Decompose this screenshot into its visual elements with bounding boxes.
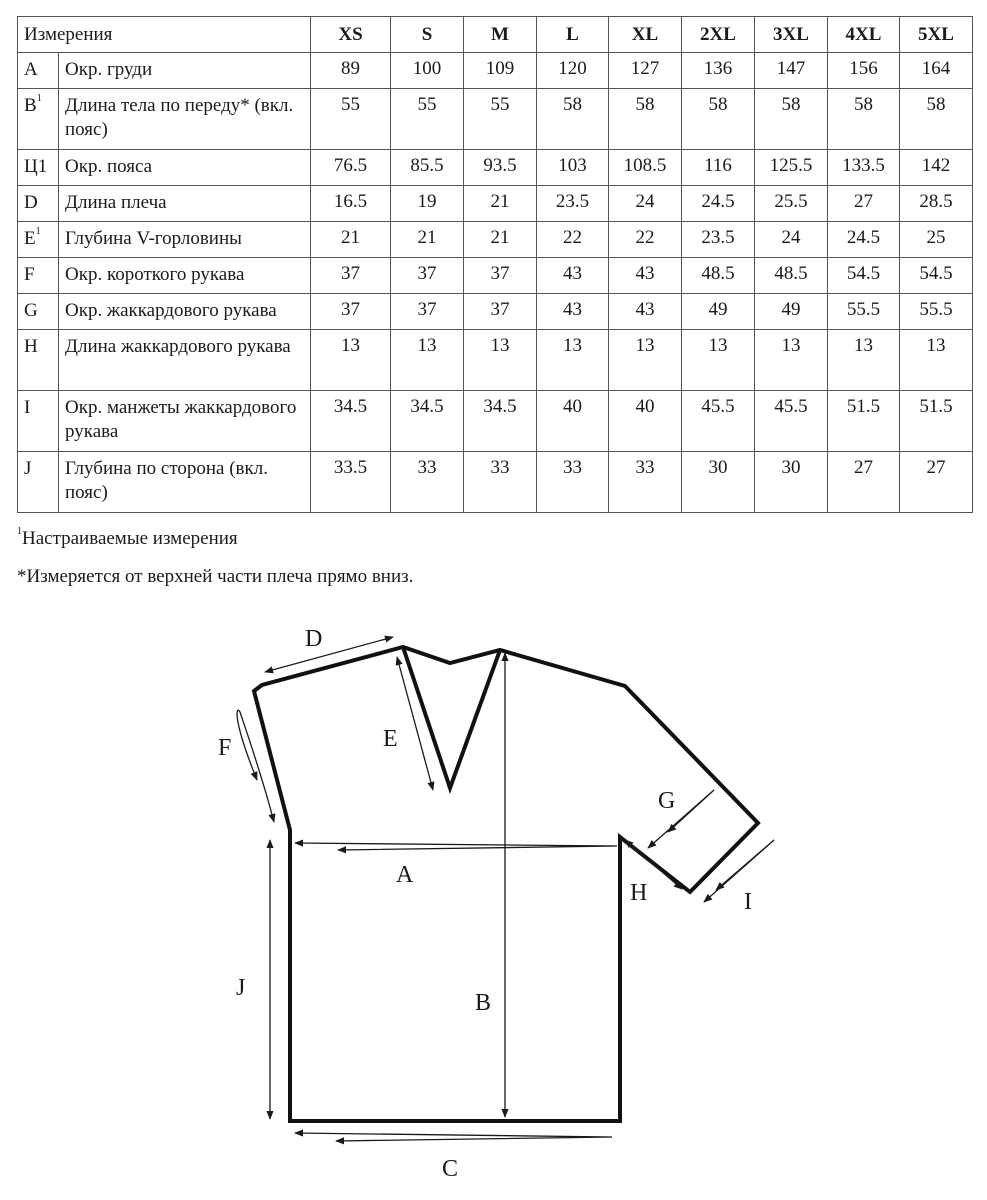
- label-j: J: [236, 975, 246, 1001]
- measurement-code-text: D: [24, 192, 38, 213]
- measurement-code: [18, 53, 59, 89]
- size-value: 58: [609, 89, 682, 150]
- measurement-row: [18, 452, 973, 513]
- size-header: XS: [311, 17, 391, 53]
- size-value: 55: [464, 89, 537, 150]
- size-value: 156: [828, 53, 900, 89]
- header-row: [18, 17, 973, 53]
- size-value: 49: [682, 294, 755, 330]
- label-e: E: [383, 726, 398, 752]
- garment-outline: [254, 647, 758, 1121]
- measurement-code: [18, 150, 59, 186]
- measurement-code-text: H: [24, 336, 38, 357]
- size-value: 21: [391, 222, 464, 258]
- size-value: 13: [311, 330, 391, 391]
- size-value: 48.5: [755, 258, 828, 294]
- size-value: 43: [537, 258, 609, 294]
- size-value: 13: [755, 330, 828, 391]
- measurement-code-text: G: [24, 300, 38, 321]
- size-value: 40: [537, 391, 609, 452]
- size-header: M: [464, 17, 537, 53]
- measurement-code-text: J: [24, 458, 32, 479]
- size-header: 2XL: [682, 17, 755, 53]
- header-label: Измерения: [18, 17, 311, 53]
- size-value: 37: [464, 258, 537, 294]
- a-arrow: [295, 843, 617, 850]
- measurement-code: [18, 222, 59, 258]
- measurement-code: [18, 258, 59, 294]
- size-value: 37: [464, 294, 537, 330]
- size-value: 45.5: [682, 391, 755, 452]
- size-value: 13: [682, 330, 755, 391]
- size-value: 37: [311, 258, 391, 294]
- size-value: 16.5: [311, 186, 391, 222]
- size-value: 58: [755, 89, 828, 150]
- size-value: 30: [682, 452, 755, 513]
- measurement-row: [18, 294, 973, 330]
- size-value: 27: [900, 452, 973, 513]
- size-value: 43: [609, 258, 682, 294]
- size-header: 5XL: [900, 17, 973, 53]
- measurement-code-text: A: [24, 59, 38, 80]
- size-header: 3XL: [755, 17, 828, 53]
- size-value: 43: [609, 294, 682, 330]
- size-value: 45.5: [755, 391, 828, 452]
- size-value: 30: [755, 452, 828, 513]
- c-arrow: [295, 1133, 612, 1141]
- size-header: XL: [609, 17, 682, 53]
- measurement-code: [18, 89, 59, 150]
- size-value: 120: [537, 53, 609, 89]
- size-value: 33: [537, 452, 609, 513]
- label-a: A: [396, 862, 414, 888]
- measurement-row: [18, 150, 973, 186]
- size-value: 85.5: [391, 150, 464, 186]
- measurement-row: [18, 258, 973, 294]
- v-neck-outline: [403, 647, 500, 788]
- size-value: 33: [391, 452, 464, 513]
- measurement-name: Окр. пояса: [59, 150, 311, 186]
- note-sup: 1: [17, 526, 22, 537]
- size-value: 13: [391, 330, 464, 391]
- size-value: 37: [391, 294, 464, 330]
- measurement-code: [18, 294, 59, 330]
- label-b: B: [475, 990, 492, 1016]
- measurement-name: Окр. груди: [59, 53, 311, 89]
- size-value: 58: [828, 89, 900, 150]
- measurement-name: Окр. короткого рукава: [59, 258, 311, 294]
- measurement-name: Длина тела по переду* (вкл. пояс): [59, 89, 311, 150]
- note-adjustable: [17, 528, 238, 550]
- size-value: 37: [311, 294, 391, 330]
- measurement-code: [18, 186, 59, 222]
- size-value: 55.5: [900, 294, 973, 330]
- size-value: 49: [755, 294, 828, 330]
- size-value: 55.5: [828, 294, 900, 330]
- size-value: 58: [537, 89, 609, 150]
- size-value: 23.5: [682, 222, 755, 258]
- size-value: 13: [828, 330, 900, 391]
- size-value: 116: [682, 150, 755, 186]
- size-value: 24.5: [828, 222, 900, 258]
- measurement-name: Глубина по сторона (вкл. пояс): [59, 452, 311, 513]
- size-value: 54.5: [828, 258, 900, 294]
- size-value: 28.5: [900, 186, 973, 222]
- size-value: 58: [682, 89, 755, 150]
- size-value: 13: [900, 330, 973, 391]
- label-d: D: [305, 626, 323, 652]
- measurement-row: [18, 391, 973, 452]
- size-value: 13: [537, 330, 609, 391]
- size-value: 23.5: [537, 186, 609, 222]
- measurement-name: Окр. манжеты жаккардового рукава: [59, 391, 311, 452]
- size-value: 13: [464, 330, 537, 391]
- size-value: 55: [311, 89, 391, 150]
- measurement-name: Длина плеча: [59, 186, 311, 222]
- size-value: 125.5: [755, 150, 828, 186]
- size-value: 33: [464, 452, 537, 513]
- measurement-name: Длина жаккардового рукава: [59, 330, 311, 391]
- size-value: 21: [311, 222, 391, 258]
- size-value: 24: [755, 222, 828, 258]
- size-value: 33: [609, 452, 682, 513]
- f-arrow: [237, 710, 274, 822]
- size-value: 34.5: [391, 391, 464, 452]
- size-value: 27: [828, 186, 900, 222]
- size-value: 54.5: [900, 258, 973, 294]
- size-value: 34.5: [311, 391, 391, 452]
- measurement-code-text: I: [24, 397, 31, 418]
- size-value: 43: [537, 294, 609, 330]
- size-value: 142: [900, 150, 973, 186]
- size-value: 24: [609, 186, 682, 222]
- measurement-row: [18, 89, 973, 150]
- note-measured-from: *Измеряется от верхней части плеча прямо вниз.: [17, 566, 414, 587]
- measurement-row: [18, 330, 973, 391]
- size-value: 103: [537, 150, 609, 186]
- size-value: 22: [537, 222, 609, 258]
- measurement-code: [18, 330, 59, 391]
- label-c: C: [442, 1156, 459, 1182]
- measurement-row: [18, 222, 973, 258]
- measurement-code: [18, 452, 59, 513]
- size-value: 13: [609, 330, 682, 391]
- size-value: 33.5: [311, 452, 391, 513]
- label-i: I: [744, 889, 752, 915]
- size-value: 22: [609, 222, 682, 258]
- size-value: 24.5: [682, 186, 755, 222]
- size-value: 127: [609, 53, 682, 89]
- size-value: 21: [464, 186, 537, 222]
- adjustable-marker: 1: [35, 226, 41, 237]
- size-value: 51.5: [828, 391, 900, 452]
- measurement-code-text: Ц1: [24, 156, 48, 177]
- size-value: 19: [391, 186, 464, 222]
- size-value: 51.5: [900, 391, 973, 452]
- garment-diagram: [0, 600, 987, 1200]
- size-value: 164: [900, 53, 973, 89]
- size-value: 25.5: [755, 186, 828, 222]
- size-value: 34.5: [464, 391, 537, 452]
- size-value: 147: [755, 53, 828, 89]
- size-value: 55: [391, 89, 464, 150]
- size-value: 76.5: [311, 150, 391, 186]
- size-header: S: [391, 17, 464, 53]
- size-value: 89: [311, 53, 391, 89]
- i-arrow: [704, 840, 774, 902]
- size-value: 21: [464, 222, 537, 258]
- note-adjustable-text: Настраиваемые измерения: [22, 528, 238, 549]
- measurement-row: [18, 186, 973, 222]
- size-table: [17, 16, 973, 513]
- size-value: 58: [900, 89, 973, 150]
- size-value: 136: [682, 53, 755, 89]
- size-value: 48.5: [682, 258, 755, 294]
- size-value: 27: [828, 452, 900, 513]
- size-header: L: [537, 17, 609, 53]
- size-value: 40: [609, 391, 682, 452]
- measurement-code-text: E: [24, 228, 36, 249]
- size-header: 4XL: [828, 17, 900, 53]
- measurement-row: [18, 53, 973, 89]
- size-value: 100: [391, 53, 464, 89]
- size-value: 37: [391, 258, 464, 294]
- label-h: H: [630, 880, 648, 906]
- size-value: 108.5: [609, 150, 682, 186]
- measurement-name: Глубина V-горловины: [59, 222, 311, 258]
- size-value: 93.5: [464, 150, 537, 186]
- measurement-code: [18, 391, 59, 452]
- adjustable-marker: 1: [36, 93, 42, 104]
- size-value: 133.5: [828, 150, 900, 186]
- measurement-code-text: F: [24, 264, 35, 285]
- size-value: 109: [464, 53, 537, 89]
- measurement-code-text: B: [24, 95, 37, 116]
- size-value: 25: [900, 222, 973, 258]
- label-f: F: [218, 735, 232, 761]
- measurement-name: Окр. жаккардового рукава: [59, 294, 311, 330]
- label-g: G: [658, 788, 676, 814]
